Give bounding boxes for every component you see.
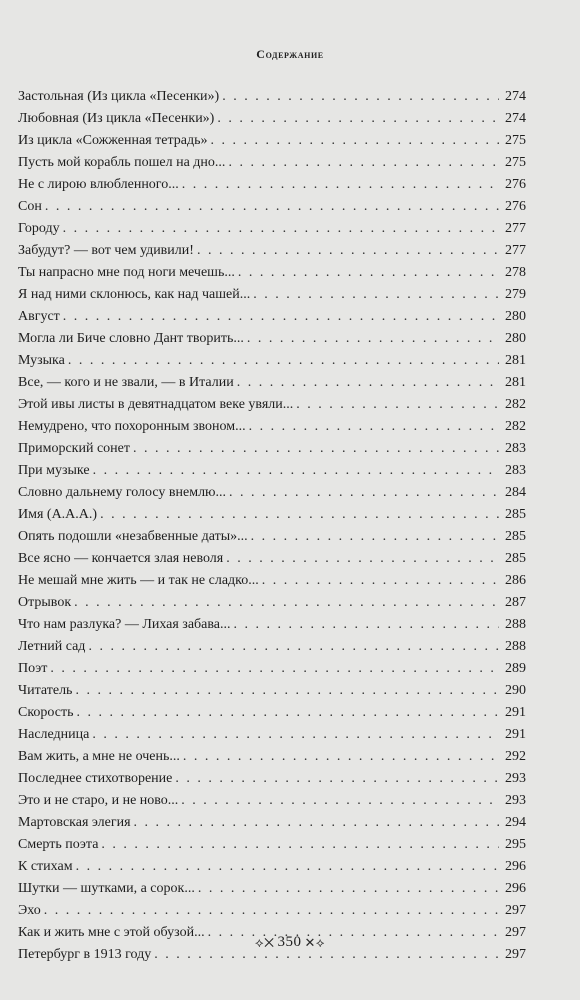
toc-entry-title: Музыка: [18, 353, 65, 368]
toc-entry: [18, 86, 526, 108]
toc-entry-title: Все ясно — кончается злая неволя: [18, 551, 224, 566]
toc-entry-title: Могла ли Биче словно Дант творить...: [18, 331, 244, 346]
toc-entry: [18, 196, 526, 218]
toc-entry: [18, 812, 526, 834]
toc-entry-page: 280: [505, 309, 526, 324]
toc-entry-page: 275: [505, 155, 526, 170]
dot-leader: [228, 152, 499, 174]
toc-entry-page: 293: [505, 771, 526, 786]
page-footer: [0, 934, 580, 951]
dot-leader: [133, 438, 499, 460]
dot-leader: [197, 240, 499, 262]
toc-entry-title: Этой ивы листы в девятнадцатом веке увяли...: [18, 397, 294, 412]
toc-entry: [18, 350, 526, 372]
toc-entry: [18, 218, 526, 240]
toc-entry-title: Смерть поэта: [18, 837, 99, 852]
toc-entry-page: 283: [505, 463, 526, 478]
toc-entry-page: 281: [505, 353, 526, 368]
toc-entry: [18, 328, 526, 350]
dot-leader: [44, 900, 499, 922]
toc-entry-title: Имя (А.А.А.): [18, 507, 98, 522]
toc-entry-title: Наследница: [18, 727, 90, 742]
toc-entry: [18, 262, 526, 284]
toc-entry: [18, 878, 526, 900]
ornament-right-icon: ✕⟡: [304, 934, 325, 950]
toc-entry-page: 277: [505, 243, 526, 258]
dot-leader: [229, 482, 499, 504]
dot-leader: [251, 526, 499, 548]
toc-entry-page: 297: [505, 925, 526, 940]
dot-leader: [234, 614, 499, 636]
toc-entry-page: 294: [505, 815, 526, 830]
toc-entry-title: Застольная (Из цикла «Песенки»): [18, 89, 220, 104]
ornament-left-icon: ⟡✕: [255, 934, 275, 950]
dot-leader: [226, 548, 499, 570]
toc-entry-page: 297: [505, 947, 526, 962]
dot-leader: [262, 570, 499, 592]
toc-entry-page: 274: [505, 111, 526, 126]
toc-entry-title: Городу: [18, 221, 60, 236]
toc-entry-page: 283: [505, 441, 526, 456]
toc-entry-title: Словно дальнему голосу внемлю...: [18, 485, 227, 500]
toc-entry: [18, 504, 526, 526]
dot-leader: [198, 878, 499, 900]
toc-entry: [18, 548, 526, 570]
toc-entry: [18, 702, 526, 724]
page-number: 350: [277, 934, 302, 950]
toc-entry-title: Это и не старо, и не ново...: [18, 793, 179, 808]
toc-entry-page: 282: [505, 419, 526, 434]
dot-leader: [74, 592, 499, 614]
toc-entry: [18, 746, 526, 768]
toc-entry-page: 287: [505, 595, 526, 610]
toc-entry-page: 285: [505, 529, 526, 544]
toc-entry-title: Эхо: [18, 903, 41, 918]
dot-leader: [63, 218, 499, 240]
toc-entry: [18, 768, 526, 790]
toc-entry-title: При музыке: [18, 463, 90, 478]
toc-entry-title: Шутки — шутками, а сорок...: [18, 881, 195, 896]
dot-leader: [50, 658, 499, 680]
toc-entry: [18, 174, 526, 196]
toc-entry-title: Вам жить, а мне не очень...: [18, 749, 180, 764]
toc-entry: [18, 900, 526, 922]
toc-entry-page: 293: [505, 793, 526, 808]
toc-entry-title: К стихам: [18, 859, 73, 874]
toc-entry-page: 282: [505, 397, 526, 412]
toc-entry-title: Ты напрасно мне под ноги мечешь...: [18, 265, 235, 280]
toc-entry-title: Приморский сонет: [18, 441, 130, 456]
toc-entry-page: 289: [505, 661, 526, 676]
toc-entry-title: Любовная (Из цикла «Песенки»): [18, 111, 215, 126]
toc-entry-page: 281: [505, 375, 526, 390]
dot-leader: [134, 812, 499, 834]
dot-leader: [45, 196, 499, 218]
dot-leader: [93, 460, 499, 482]
toc-entry: [18, 636, 526, 658]
toc-entry: [18, 152, 526, 174]
toc-entry-title: Последнее стихотворение: [18, 771, 173, 786]
toc-entry: [18, 482, 526, 504]
toc-entry: [18, 416, 526, 438]
toc-entry-page: 296: [505, 881, 526, 896]
toc-entry-page: 288: [505, 617, 526, 632]
toc-entry: [18, 680, 526, 702]
toc-entry: [18, 460, 526, 482]
toc-entry-page: 285: [505, 551, 526, 566]
toc-entry: [18, 240, 526, 262]
toc-entry-page: 291: [505, 705, 526, 720]
toc-entry-title: Читатель: [18, 683, 73, 698]
toc-entry: [18, 394, 526, 416]
dot-leader: [175, 768, 499, 790]
toc-entry-title: Летний сад: [18, 639, 86, 654]
toc-entry-title: Мартовская элегия: [18, 815, 131, 830]
toc-entry-title: Поэт: [18, 661, 48, 676]
toc-entry-page: 295: [505, 837, 526, 852]
dot-leader: [75, 680, 499, 702]
toc-entry: [18, 724, 526, 746]
dot-leader: [222, 86, 499, 108]
dot-leader: [237, 372, 499, 394]
toc-entry-page: 279: [505, 287, 526, 302]
toc-entry-title: Август: [18, 309, 60, 324]
toc-entry: [18, 306, 526, 328]
toc-entry-page: 290: [505, 683, 526, 698]
toc-entry: [18, 658, 526, 680]
dot-leader: [210, 130, 499, 152]
dot-leader: [238, 262, 499, 284]
toc-entry-page: 292: [505, 749, 526, 764]
dot-leader: [181, 790, 499, 812]
toc-entry: [18, 592, 526, 614]
toc-entry: [18, 790, 526, 812]
toc-entry-page: 285: [505, 507, 526, 522]
toc-entry-title: Все, — кого и не звали, — в Италии: [18, 375, 234, 390]
dot-leader: [247, 328, 499, 350]
dot-leader: [183, 746, 499, 768]
toc-entry: [18, 108, 526, 130]
toc-entry-page: 275: [505, 133, 526, 148]
toc-entry-title: Петербург в 1913 году: [18, 947, 152, 962]
table-of-contents: [18, 86, 526, 966]
toc-entry: [18, 526, 526, 548]
dot-leader: [100, 504, 499, 526]
toc-entry-page: 277: [505, 221, 526, 236]
toc-entry-title: Сон: [18, 199, 42, 214]
toc-entry-title: Что нам разлука? — Лихая забава...: [18, 617, 231, 632]
toc-entry-title: Отрывок: [18, 595, 72, 610]
toc-entry-title: Из цикла «Сожженная тетрадь»: [18, 133, 208, 148]
toc-entry-page: 288: [505, 639, 526, 654]
toc-entry-title: Забудут? — вот чем удивили!: [18, 243, 194, 258]
toc-entry: [18, 614, 526, 636]
toc-entry: [18, 438, 526, 460]
toc-entry: [18, 372, 526, 394]
toc-entry-page: 284: [505, 485, 526, 500]
dot-leader: [249, 416, 499, 438]
toc-entry-page: 276: [505, 177, 526, 192]
dot-leader: [77, 702, 500, 724]
toc-entry-title: Скорость: [18, 705, 74, 720]
toc-entry-title: Не с лирою влюбленного...: [18, 177, 179, 192]
dot-leader: [253, 284, 499, 306]
toc-entry: [18, 284, 526, 306]
toc-entry-page: 276: [505, 199, 526, 214]
toc-entry-title: Немудрено, что похоронным звоном...: [18, 419, 246, 434]
toc-entry-title: Как и жить мне с этой обузой...: [18, 925, 205, 940]
dot-leader: [182, 174, 499, 196]
dot-leader: [217, 108, 499, 130]
page-header: Содержание: [256, 47, 324, 61]
dot-leader: [68, 350, 499, 372]
toc-entry-title: Пусть мой корабль пошел на дно...: [18, 155, 226, 170]
toc-entry-title: Я над ними склонюсь, как над чашей...: [18, 287, 251, 302]
toc-entry: [18, 130, 526, 152]
dot-leader: [63, 306, 499, 328]
toc-entry: [18, 570, 526, 592]
toc-entry-page: 296: [505, 859, 526, 874]
toc-entry-page: 297: [505, 903, 526, 918]
toc-entry: [18, 834, 526, 856]
toc-entry-page: 280: [505, 331, 526, 346]
toc-entry-page: 291: [505, 727, 526, 742]
toc-entry-page: 286: [505, 573, 526, 588]
toc-entry: [18, 856, 526, 878]
dot-leader: [296, 394, 499, 416]
toc-entry-title: Опять подошли «незабвенные даты»...: [18, 529, 248, 544]
dot-leader: [76, 856, 499, 878]
dot-leader: [88, 636, 499, 658]
toc-entry-page: 278: [505, 265, 526, 280]
dot-leader: [92, 724, 499, 746]
dot-leader: [101, 834, 499, 856]
toc-entry-title: Не мешай мне жить — и так не сладко...: [18, 573, 259, 588]
toc-entry-page: 274: [505, 89, 526, 104]
